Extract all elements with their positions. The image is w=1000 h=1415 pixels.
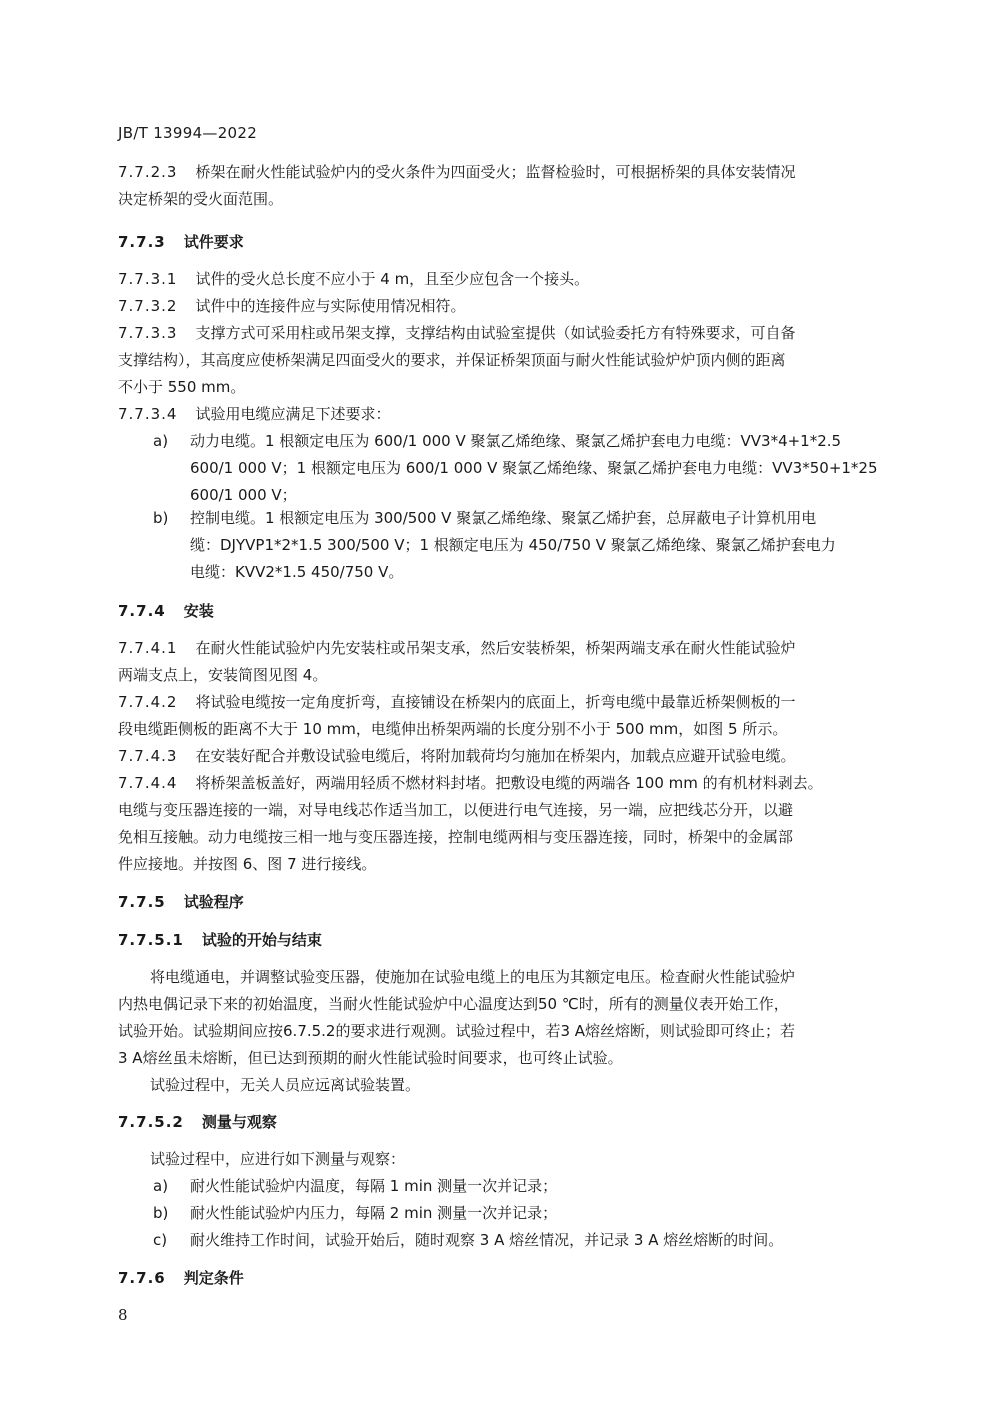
clause-7-7-5-1-heading [118, 929, 908, 951]
clause-title: 测量与观察 [201, 1113, 277, 1131]
clause-number: 7.7.3.2 [118, 297, 178, 315]
clause-number: 7.7.4.1 [118, 639, 178, 657]
list-text-continued: 缆：DJYVP1*2*1.5 300/500 V；1 根额定电压为 450/750 V 聚氯乙烯绝缘、聚氯乙烯护套电力 [190, 536, 836, 554]
list-marker: b) [153, 509, 169, 527]
clause-text-continued: 决定桥架的受火面范围。 [118, 190, 284, 208]
list-text-continued: 电缆：KVV2*1.5 450/750 V。 [190, 563, 404, 581]
clause-text-continued: 电缆与变压器连接的一端，对导电线芯作适当加工，以便进行电气连接，另一端，应把线芯分开，以避 [118, 801, 794, 819]
page-number: 8 [118, 1306, 128, 1324]
clause-text-continued: 支撑结构），其高度应使桥架满足四面受火的要求，并保证桥架顶面与耐火性能试验炉炉顶内侧的距离 [118, 351, 786, 369]
section-title: 试件要求 [183, 233, 244, 251]
clause-text-continued: 不小于 550 mm。 [118, 378, 246, 396]
clause-7-7-3-2 [118, 295, 908, 317]
list-marker: a) [153, 432, 169, 450]
clause-7-7-3-4 [118, 403, 908, 425]
clause-7-7-4-4 [118, 772, 908, 794]
clause-7-7-3-3 [118, 322, 908, 344]
clause-number: 7.7.3.1 [118, 270, 178, 288]
list-marker: b) [153, 1204, 169, 1222]
section-number: 7.7.5 [118, 893, 166, 911]
clause-text: 试件中的连接件应与实际使用情况相符。 [195, 297, 466, 315]
section-number: 7.7.4 [118, 602, 166, 620]
clause-number: 7.7.5.2 [118, 1113, 184, 1131]
clause-text: 在安装好配合并敷设试验电缆后，将附加载荷均匀施加在桥架内，加载点应避开试验电缆。 [195, 747, 796, 765]
standard-code-header: JB/T 13994—2022 [118, 124, 258, 142]
clause-7-7-2-3 [118, 161, 908, 183]
clause-text-continued: 段电缆距侧板的距离不大于 10 mm，电缆伸出桥架两端的长度分别不小于 500 mm，如图 5 所示。 [118, 720, 788, 738]
section-7-7-4-heading [118, 600, 908, 622]
list-text: 耐火维持工作时间，试验开始后，随时观察 3 A 熔丝情况，并记录 3 A 熔丝熔断的时间。 [190, 1231, 784, 1249]
list-item-a [153, 430, 943, 452]
clause-7-7-4-2 [118, 691, 908, 713]
clause-7-7-5-2-heading [118, 1111, 908, 1133]
clause-text: 桥架在耐火性能试验炉内的受火条件为四面受火；监督检验时，可根据桥架的具体安装情况 [195, 163, 796, 181]
list-item-b [153, 1202, 943, 1224]
section-7-7-6-heading [118, 1267, 908, 1289]
clause-number: 7.7.3.3 [118, 324, 178, 342]
clause-text: 在耐火性能试验炉内先安装柱或吊架支承，然后安装桥架，桥架两端支承在耐火性能试验炉 [195, 639, 796, 657]
list-item-b [153, 507, 943, 529]
list-text-continued: 600/1 000 V；1 根额定电压为 600/1 000 V 聚氯乙烯绝缘、聚氯乙烯护套电力电缆：VV3*50+1*25 [190, 459, 878, 477]
list-marker: c) [153, 1231, 168, 1249]
clause-text: 将桥架盖板盖好，两端用轻质不燃材料封堵。把敷设电缆的两端各 100 mm 的有机材料剥去。 [195, 774, 823, 792]
clause-7-7-3-1 [118, 268, 908, 290]
section-number: 7.7.6 [118, 1269, 166, 1287]
list-text: 耐火性能试验炉内压力，每隔 2 min 测量一次并记录； [190, 1204, 558, 1222]
section-title: 试验程序 [183, 893, 244, 911]
paragraph-line: 试验过程中，无关人员应远离试验装置。 [150, 1076, 421, 1094]
paragraph-line: 试验过程中，应进行如下测量与观察： [150, 1150, 406, 1168]
list-item-c [153, 1229, 943, 1251]
paragraph-line: 将电缆通电，并调整试验变压器，使施加在试验电缆上的电压为其额定电压。检查耐火性能试验炉 [150, 968, 796, 986]
clause-title: 试验的开始与结束 [201, 931, 322, 949]
clause-number: 7.7.4.2 [118, 693, 178, 711]
list-marker: a) [153, 1177, 169, 1195]
clause-7-7-4-3 [118, 745, 908, 767]
list-text-continued: 600/1 000 V； [190, 486, 297, 504]
list-text: 耐火性能试验炉内温度，每隔 1 min 测量一次并记录； [190, 1177, 558, 1195]
section-number: 7.7.3 [118, 233, 166, 251]
section-title: 判定条件 [183, 1269, 244, 1287]
paragraph-line: 试验开始。试验期间应按6.7.5.2的要求进行观测。试验过程中，若3 A熔丝熔断，则试验即可终止；若 [118, 1022, 796, 1040]
clause-7-7-4-1 [118, 637, 908, 659]
paragraph-line: 3 A熔丝虽未熔断，但已达到预期的耐火性能试验时间要求，也可终止试验。 [118, 1049, 623, 1067]
section-7-7-5-heading [118, 891, 908, 913]
list-item-a [153, 1175, 943, 1197]
clause-number: 7.7.5.1 [118, 931, 184, 949]
list-text: 动力电缆。1 根额定电压为 600/1 000 V 聚氯乙烯绝缘、聚氯乙烯护套电力电缆：VV3*4+1*2.5 [190, 432, 842, 450]
clause-number: 7.7.4.4 [118, 774, 178, 792]
clause-text: 将试验电缆按一定角度折弯，直接铺设在桥架内的底面上，折弯电缆中最靠近桥架侧板的一 [195, 693, 796, 711]
paragraph-line: 内热电偶记录下来的初始温度，当耐火性能试验炉中心温度达到50 ℃时，所有的测量仪表开始工作， [118, 995, 789, 1013]
clause-number: 7.7.3.4 [118, 405, 178, 423]
clause-number: 7.7.2.3 [118, 163, 178, 181]
clause-text: 试验用电缆应满足下述要求： [195, 405, 391, 423]
clause-text-continued: 免相互接触。动力电缆按三相一地与变压器连接，控制电缆两相与变压器连接，同时，桥架中的金属部 [118, 828, 794, 846]
section-title: 安装 [183, 602, 214, 620]
clause-number: 7.7.4.3 [118, 747, 178, 765]
clause-text: 支撑方式可采用柱或吊架支撑，支撑结构由试验室提供（如试验委托方有特殊要求，可自备 [195, 324, 796, 342]
clause-text-continued: 件应接地。并按图 6、图 7 进行接线。 [118, 855, 377, 873]
clause-text: 试件的受火总长度不应小于 4 m，且至少应包含一个接头。 [195, 270, 590, 288]
list-text: 控制电缆。1 根额定电压为 300/500 V 聚氯乙烯绝缘、聚氯乙烯护套，总屏蔽电子计算机用电 [190, 509, 817, 527]
section-7-7-3-heading [118, 231, 908, 253]
clause-text-continued: 两端支点上，安装简图见图 4。 [118, 666, 328, 684]
